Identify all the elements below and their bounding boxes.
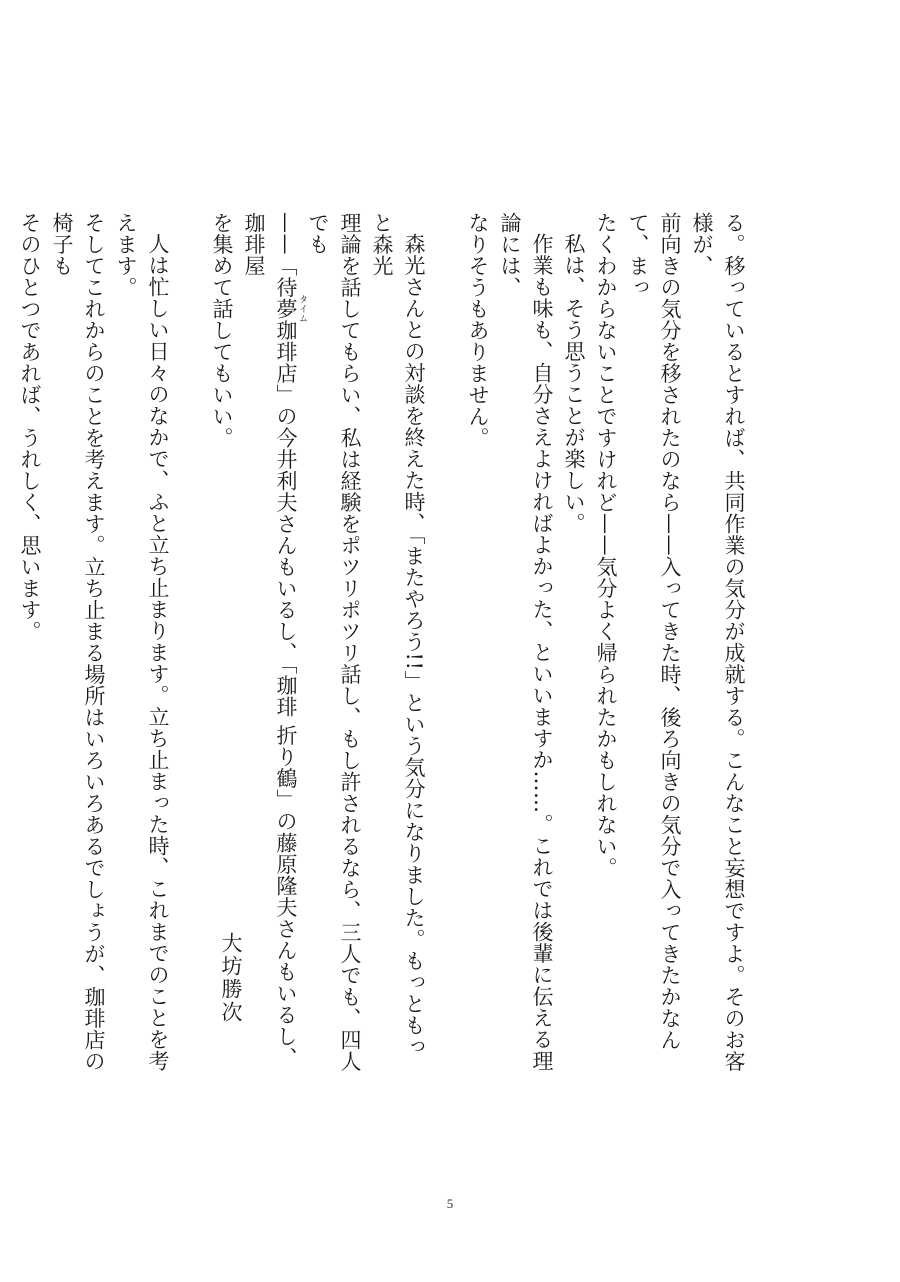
text-segment: 珈琲店」の今井利夫さんもいるし、「珈琲 折り鶴」の藤原隆夫さんもいるし、珈琲屋 bbox=[242, 212, 298, 1069]
ruby-base: 夢 bbox=[274, 294, 298, 323]
text-line bbox=[242, 212, 307, 1069]
author-name: 大坊勝次 bbox=[219, 932, 243, 1024]
furigana bbox=[274, 294, 307, 323]
text-line: を集めて話してもいい。 bbox=[210, 212, 234, 449]
text-line: 森光さんとの対談を終えた時、「またやろう!!」という気分になりました。もっともっと森光 bbox=[370, 212, 426, 1058]
paragraph-2 bbox=[558, 212, 590, 1072]
text-line: 理論を話してもらい、私は経験をポツリポツリ話し、もし許されるなら、三人でも、四人でも bbox=[306, 212, 362, 1072]
text-line: 人は忙しい日々のなかで、ふと立ち止まります。立ち止まった時、これまでのことを考えます。 bbox=[114, 212, 170, 1072]
text-segment: ——「待 bbox=[274, 212, 298, 298]
vertical-text-body bbox=[0, 212, 750, 1072]
paragraph-3 bbox=[462, 212, 558, 1072]
text-line: 私は、そう思うことが楽しい。 bbox=[562, 233, 586, 534]
paragraph-5 bbox=[14, 212, 174, 1072]
text-line: たくわからないことですけれど——気分よく帰られたかもしれない。 bbox=[594, 212, 618, 879]
text-line: そのひとつであれば、うれしく、思います。 bbox=[18, 212, 42, 642]
ruby-text: タイム bbox=[297, 294, 307, 323]
text-line: そしてこれからのことを考えます。立ち止まる場所はいろいろあるでしょうが、珈琲店の椅子も bbox=[50, 212, 106, 1072]
text-line: なりそうもありません。 bbox=[466, 212, 490, 449]
text-line: 作業も味も、自分さえよければよかった、といいますか……。これでは後輩に伝える理論には、 bbox=[498, 212, 554, 1072]
text-line: 前向きの気分を移されたのなら——入ってきた時、後ろ向きの気分で入ってきたかなんて、まっ bbox=[626, 212, 682, 1051]
paragraph-1 bbox=[590, 212, 750, 1072]
text-line: る。移っているとすれば、共同作業の気分が成就する。こんなこと妄想ですよ。そのお客様が、 bbox=[690, 212, 746, 1072]
page-number: 5 bbox=[446, 1196, 454, 1211]
